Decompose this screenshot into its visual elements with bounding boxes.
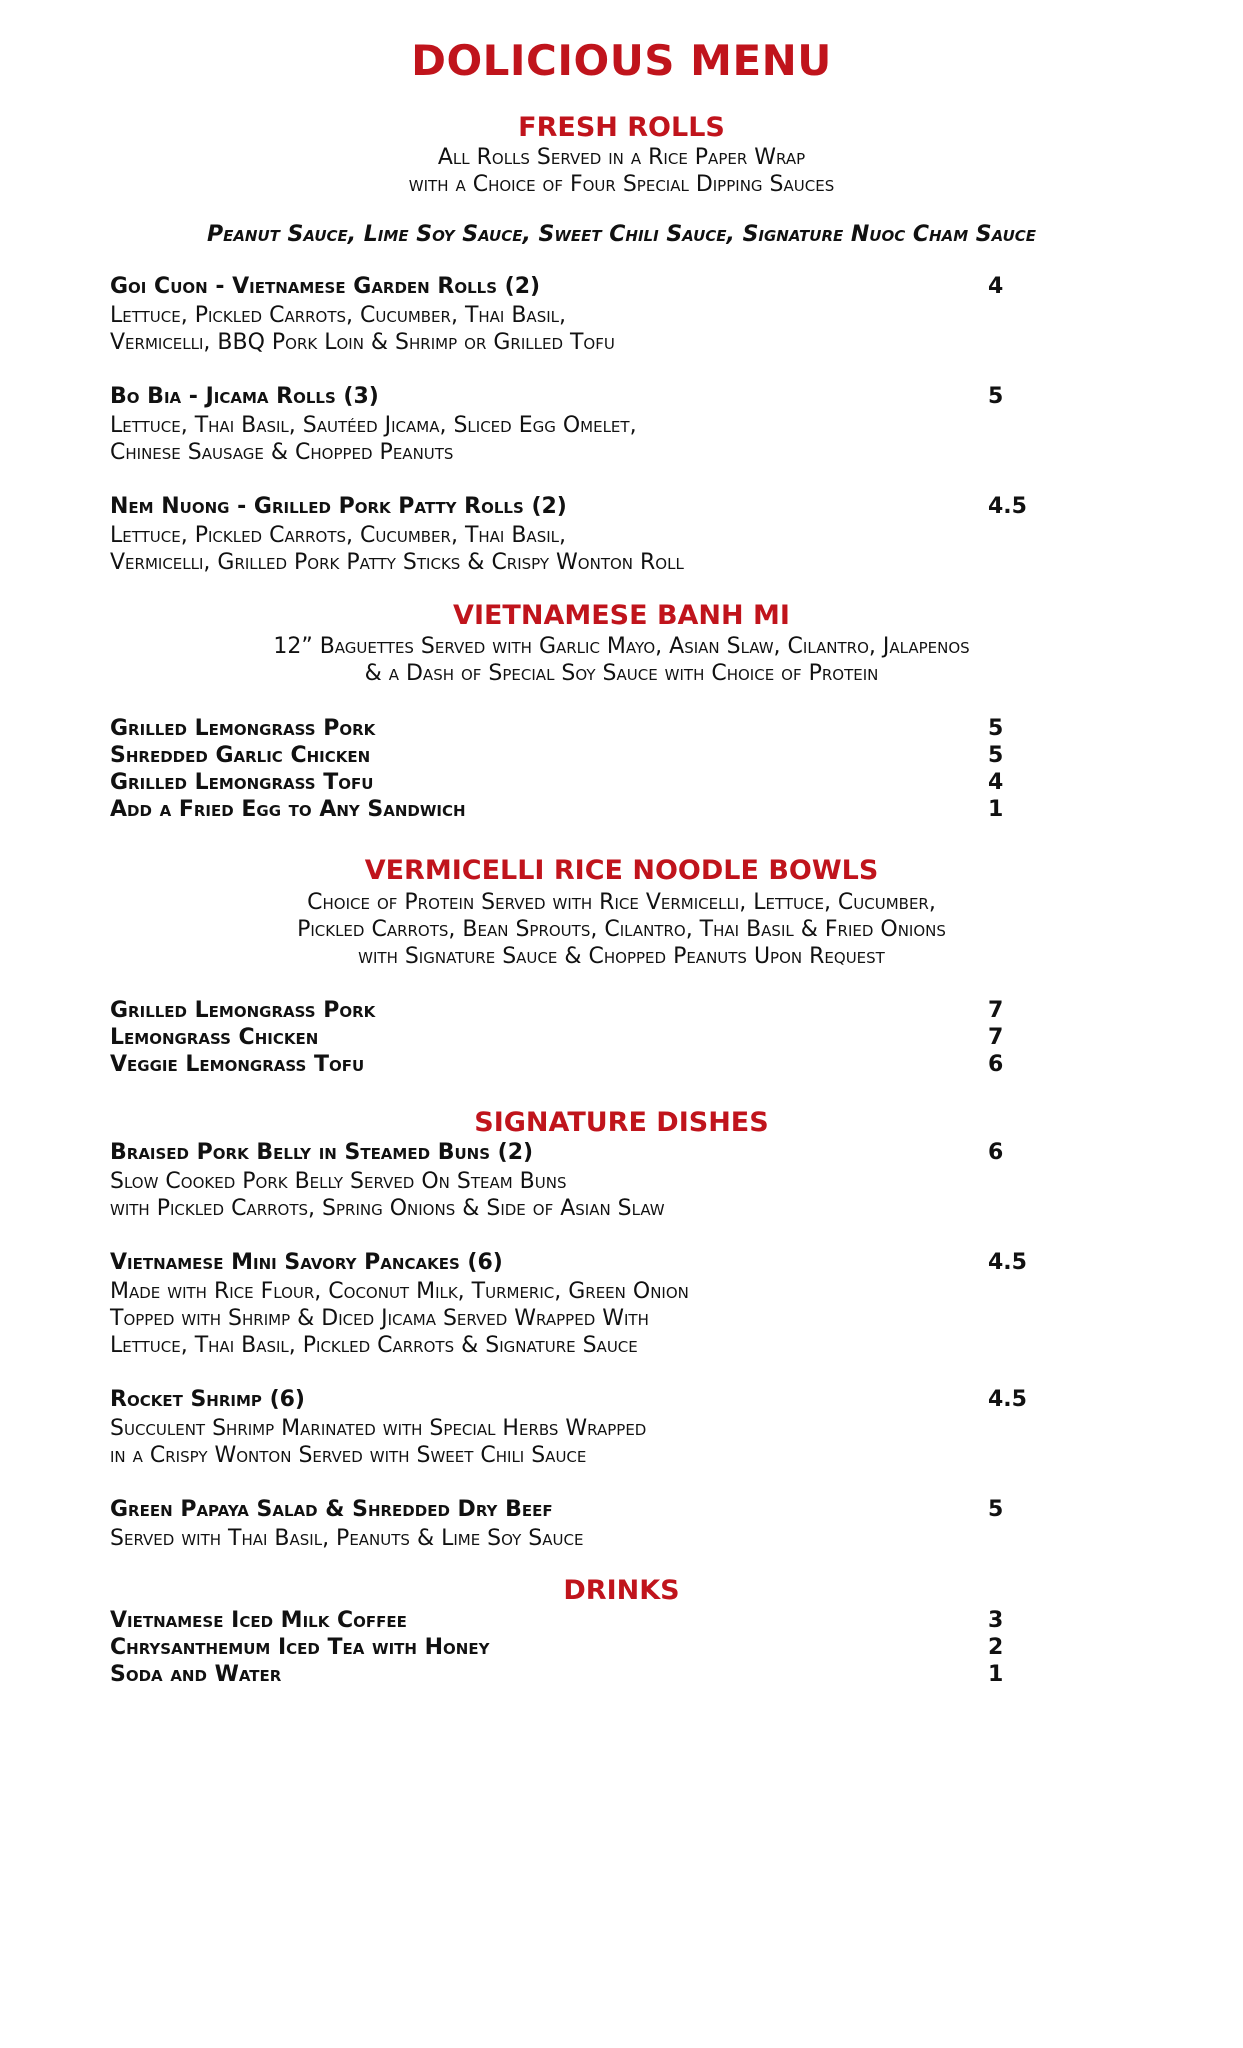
menu-item-price: 4.5 — [988, 494, 1027, 519]
menu-item-description: Chinese Sausage & Chopped Peanuts — [110, 440, 454, 465]
dipping-sauces-list: Peanut Sauce, Lime Soy Sauce, Sweet Chili Sauce, Signature Nuoc Cham Sauce — [206, 222, 1037, 247]
menu-item-description: Lettuce, Thai Basil, Pickled Carrots & Signature Sauce — [110, 1333, 638, 1358]
menu-item-price: 4 — [988, 770, 1004, 795]
menu-item-name: Grilled Lemongrass Pork — [110, 716, 376, 741]
banh-mi-intro-line-2: & a Dash of Special Soy Sauce with Choice of Protein — [364, 661, 879, 686]
menu-item-price: 4 — [988, 274, 1004, 299]
menu-item-name: Vietnamese Iced Milk Coffee — [110, 1608, 407, 1633]
menu-item-description: with Pickled Carrots, Spring Onions & Side of Asian Slaw — [110, 1196, 665, 1221]
menu-item-name: Shredded Garlic Chicken — [110, 743, 371, 768]
menu-item-price: 3 — [988, 1608, 1004, 1633]
menu-item-description: Lettuce, Pickled Carrots, Cucumber, Thai Basil, — [110, 303, 566, 328]
menu-item-name: Goi Cuon - Vietnamese Garden Rolls (2) — [110, 274, 541, 299]
menu-item-price: 6 — [988, 1140, 1004, 1165]
menu-item-price: 2 — [988, 1635, 1004, 1660]
menu-item-name: Bo Bia - Jicama Rolls (3) — [110, 384, 379, 409]
menu-item-name: Veggie Lemongrass Tofu — [110, 1052, 365, 1077]
menu-item-name: Green Papaya Salad & Shredded Dry Beef — [110, 1497, 553, 1522]
menu-item-price: 5 — [988, 384, 1004, 409]
menu-item-name: Chrysanthemum Iced Tea with Honey — [110, 1635, 490, 1660]
menu-item-name: Braised Pork Belly in Steamed Buns (2) — [110, 1140, 534, 1165]
menu-item-price: 5 — [988, 743, 1004, 768]
menu-item-name: Nem Nuong - Grilled Pork Patty Rolls (2) — [110, 494, 567, 519]
menu-item-price: 4.5 — [988, 1250, 1027, 1275]
menu-item-price: 6 — [988, 1052, 1004, 1077]
section-heading-signature-dishes: SIGNATURE DISHES — [474, 1107, 769, 1138]
menu-item-description: Lettuce, Pickled Carrots, Cucumber, Thai Basil, — [110, 523, 566, 548]
menu-item-description: Vermicelli, BBQ Pork Loin & Shrimp or Grilled Tofu — [110, 330, 615, 355]
noodle-bowls-intro-line-2: Pickled Carrots, Bean Sprouts, Cilantro, Thai Basil & Fried Onions — [297, 917, 946, 942]
section-heading-fresh-rolls: FRESH ROLLS — [518, 112, 725, 143]
menu-item-description: Made with Rice Flour, Coconut Milk, Turmeric, Green Onion — [110, 1279, 689, 1304]
menu-item-name: Vietnamese Mini Savory Pancakes (6) — [110, 1250, 503, 1275]
menu-item-price: 1 — [988, 1662, 1004, 1687]
menu-item-price: 7 — [988, 998, 1004, 1023]
section-heading-banh-mi: VIETNAMESE BANH MI — [453, 600, 790, 631]
menu-item-description: Served with Thai Basil, Peanuts & Lime Soy Sauce — [110, 1526, 584, 1551]
menu-item-price: 4.5 — [988, 1387, 1027, 1412]
menu-item-description: in a Crispy Wonton Served with Sweet Chili Sauce — [110, 1443, 587, 1468]
section-heading-noodle-bowls: VERMICELLI RICE NOODLE BOWLS — [364, 855, 879, 886]
menu-item-name: Lemongrass Chicken — [110, 1025, 319, 1050]
menu-title: DOLICIOUS MENU — [411, 36, 832, 85]
banh-mi-intro-line-1: 12” Baguettes Served with Garlic Mayo, Asian Slaw, Cilantro, Jalapenos — [273, 634, 970, 659]
section-heading-drinks: DRINKS — [563, 1575, 680, 1606]
menu-item-price: 5 — [988, 716, 1004, 741]
menu-item-description: Lettuce, Thai Basil, Sautéed Jicama, Sliced Egg Omelet, — [110, 413, 637, 438]
menu-item-name: Soda and Water — [110, 1662, 282, 1687]
menu-item-description: Vermicelli, Grilled Pork Patty Sticks & Crispy Wonton Roll — [110, 550, 684, 575]
menu-item-price: 1 — [988, 797, 1004, 822]
menu-item-description: Topped with Shrimp & Diced Jicama Served Wrapped With — [110, 1306, 649, 1331]
fresh-rolls-intro-line-1: All Rolls Served in a Rice Paper Wrap — [437, 145, 806, 170]
menu-item-description: Slow Cooked Pork Belly Served On Steam Buns — [110, 1169, 567, 1194]
menu-item-name: Rocket Shrimp (6) — [110, 1387, 305, 1412]
noodle-bowls-intro-line-1: Choice of Protein Served with Rice Vermicelli, Lettuce, Cucumber, — [307, 890, 936, 915]
menu-item-name: Grilled Lemongrass Tofu — [110, 770, 374, 795]
menu-item-description: Succulent Shrimp Marinated with Special Herbs Wrapped — [110, 1416, 647, 1441]
menu-item-name: Add a Fried Egg to Any Sandwich — [110, 797, 466, 822]
menu-item-name: Grilled Lemongrass Pork — [110, 998, 376, 1023]
menu-item-price: 5 — [988, 1497, 1004, 1522]
fresh-rolls-intro-line-2: with a Choice of Four Special Dipping Sauces — [408, 172, 835, 197]
noodle-bowls-intro-line-3: with Signature Sauce & Chopped Peanuts Upon Request — [358, 944, 885, 969]
menu-item-price: 7 — [988, 1025, 1004, 1050]
